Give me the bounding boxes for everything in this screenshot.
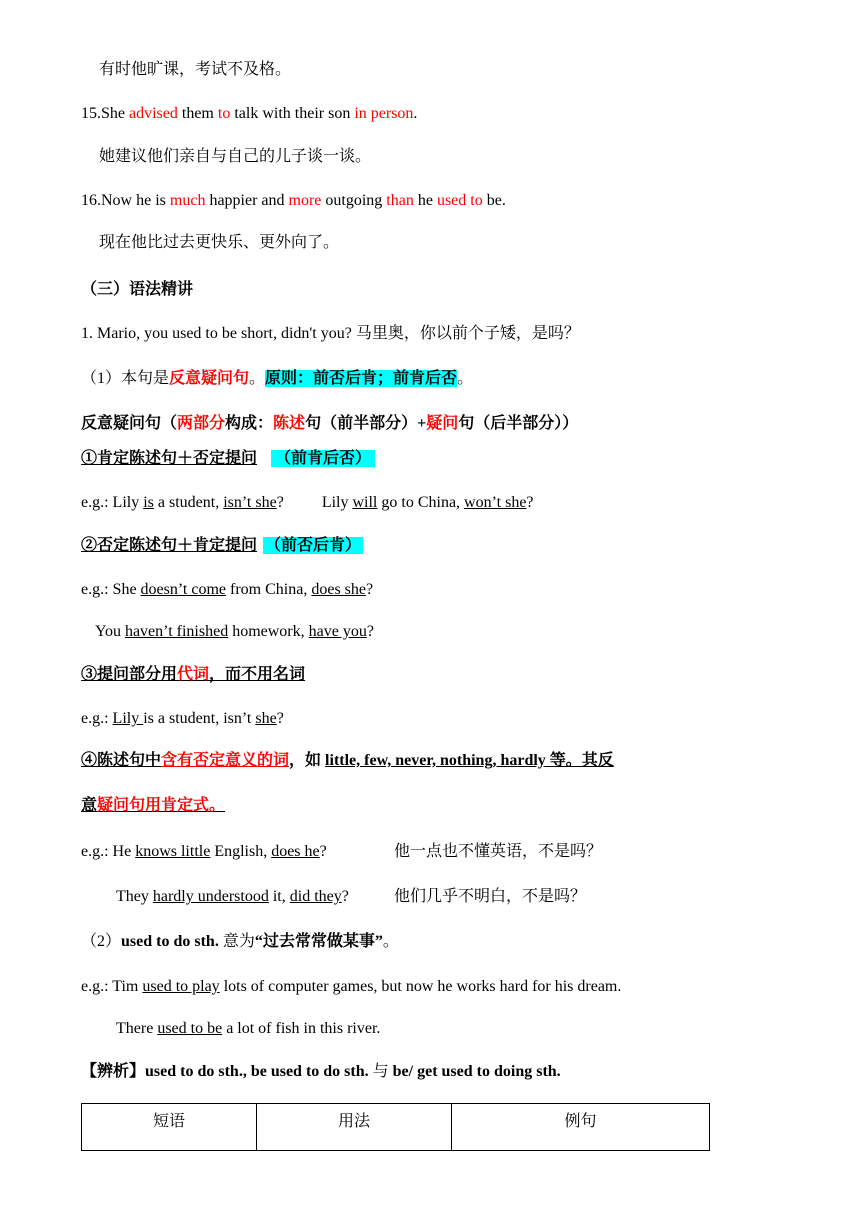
rule-2 (81, 536, 363, 556)
underlined: isn’t she (223, 494, 277, 511)
underlined: Lily (112, 710, 144, 727)
rule-text: ②否定陈述句＋肯定提问 (81, 537, 258, 554)
underlined: have you (308, 623, 367, 640)
section-heading-grammar: （三）语法精讲 (81, 279, 194, 298)
rule-1 (81, 449, 375, 469)
example-2b (95, 622, 374, 642)
keyword: to (217, 105, 231, 122)
text: ? (366, 623, 374, 640)
text: 。 (249, 370, 266, 387)
keyword: in person (354, 105, 414, 122)
text: e.g.: (81, 710, 113, 727)
text: e.g.: He (81, 843, 136, 860)
table-header-row (82, 1104, 710, 1151)
text: used to do sth., be used to do sth. (145, 1063, 373, 1080)
text: ? (276, 494, 284, 511)
text: . (413, 105, 418, 122)
sentence-15-translation: 她建议他们亲自与自己的儿子谈一谈。 (99, 148, 372, 165)
text: lots of computer games, but now he works hard for his dream. (219, 978, 622, 995)
table-header-cell: 用法 (257, 1104, 452, 1151)
example-3 (81, 709, 284, 729)
distinction-heading (81, 1062, 561, 1082)
underlined: knows little (135, 843, 211, 860)
text: it, (268, 888, 290, 905)
text: 与 (372, 1063, 389, 1080)
text: ，而不用名词 (209, 666, 306, 683)
text: They (116, 888, 153, 905)
text: 。 (382, 933, 399, 950)
keyword: advised (129, 105, 178, 122)
text: outgoing (321, 192, 387, 209)
example-4 (81, 842, 327, 862)
grammar-example-1: 1. Mario, you used to be short, didn't you? 马里奥，你以前个子矮，是吗？ (81, 325, 580, 342)
text: happier and (205, 192, 289, 209)
highlight-rule: （前肯后否） (271, 450, 375, 467)
text: Lily (321, 494, 353, 511)
rule-4b (81, 796, 233, 816)
text: ③提问部分用 (81, 666, 178, 683)
underlined: she (255, 710, 277, 727)
keyword: 两部分 (177, 415, 226, 432)
keyword: more (288, 192, 322, 209)
comparison-table (81, 1103, 710, 1151)
text: 句（后半部分）） (458, 415, 579, 432)
underlined: is (143, 494, 154, 511)
text: he (413, 192, 437, 209)
keyword: used to (436, 192, 483, 209)
text: ? (276, 710, 284, 727)
highlight-rule: 原则：前否后肯；前肯后否 (265, 370, 458, 387)
underlined: doesn’t come (140, 581, 227, 598)
underlined: does she (311, 581, 366, 598)
keyword-list: little, few, never, nothing, hardly (325, 752, 546, 769)
underlined: haven’t finished (124, 623, 229, 640)
keyword: 反意疑问句 (169, 370, 250, 387)
text: 构成： (225, 415, 274, 432)
text: （1）本句是 (81, 370, 170, 387)
keyword: than (386, 192, 414, 209)
underlined: used to play (142, 978, 220, 995)
keyword: 疑问 (426, 415, 459, 432)
example-2 (81, 580, 373, 600)
text: 句（前半部分）+ (305, 415, 427, 432)
definition (81, 414, 578, 434)
text: ? (341, 888, 349, 905)
text: talk with their son (230, 105, 355, 122)
text: from China, (226, 581, 312, 598)
text: e.g.: She (81, 581, 141, 598)
keyword: 疑问句用肯定式。 (97, 797, 226, 814)
keyword: much (169, 192, 206, 209)
text: 15.She (81, 105, 129, 122)
example-1 (81, 493, 534, 513)
text: 【辨析】 (81, 1063, 146, 1080)
text: e.g.: Lily (81, 494, 144, 511)
text: ，如 (289, 752, 326, 769)
chinese-text: 有时他旷课，考试不及格。 (99, 61, 292, 78)
phrase: used to do sth. (121, 933, 219, 950)
sentence-16-translation: 现在他比过去更快乐、更外向了。 (99, 234, 340, 251)
underlined: hardly understood (152, 888, 269, 905)
example-4-translation: 他一点也不懂英语，不是吗？ (394, 843, 603, 860)
text: 反意疑问句（ (81, 415, 178, 432)
text: go to China, (377, 494, 465, 511)
note-1 (81, 369, 473, 389)
rule-4 (81, 751, 614, 771)
sentence-15 (81, 104, 417, 124)
highlight-rule: （前否后肯） (265, 537, 362, 554)
text: be. (482, 192, 506, 209)
underlined: did they (289, 888, 342, 905)
text: You (95, 623, 125, 640)
text: There (116, 1020, 158, 1037)
underlined: used to be (157, 1020, 223, 1037)
text: a lot of fish in this river. (222, 1020, 381, 1037)
text: 意 (81, 797, 98, 814)
line-l1 (99, 60, 291, 80)
table-header-cell: 短语 (82, 1104, 257, 1151)
keyword: 代词 (177, 666, 210, 683)
table-header-cell: 例句 (452, 1104, 710, 1151)
sentence-16 (81, 191, 506, 211)
example-4b-translation: 他们几乎不明白，不是吗？ (394, 888, 587, 905)
text: ? (366, 581, 374, 598)
text: homework, (228, 623, 309, 640)
text: 16.Now he is (81, 192, 170, 209)
text: 意为 (218, 933, 255, 950)
text: ? (526, 494, 534, 511)
example-5 (81, 977, 621, 997)
text: is a student, isn’t (143, 710, 256, 727)
text: a student, (153, 494, 224, 511)
underlined: will (352, 494, 378, 511)
rule-3 (81, 665, 313, 685)
keyword: 陈述 (273, 415, 306, 432)
text: e.g.: Tim (81, 978, 143, 995)
example-4b (116, 887, 349, 907)
meaning: “过去常常做某事” (254, 933, 383, 950)
underlined: won’t she (464, 494, 527, 511)
rule-text: ①肯定陈述句＋否定提问 (81, 450, 258, 467)
point-2 (81, 932, 399, 952)
text: them (177, 105, 218, 122)
text: English, (210, 843, 272, 860)
text: 等。其反 (545, 752, 614, 769)
text: ④陈述句中 (81, 752, 162, 769)
text: 。 (457, 370, 474, 387)
underlined: does he (271, 843, 320, 860)
text: （2） (81, 933, 122, 950)
example-5b (116, 1019, 380, 1039)
keyword: 含有否定意义的词 (161, 752, 290, 769)
text: ? (319, 843, 327, 860)
text: be/ get used to doing sth. (388, 1063, 561, 1080)
